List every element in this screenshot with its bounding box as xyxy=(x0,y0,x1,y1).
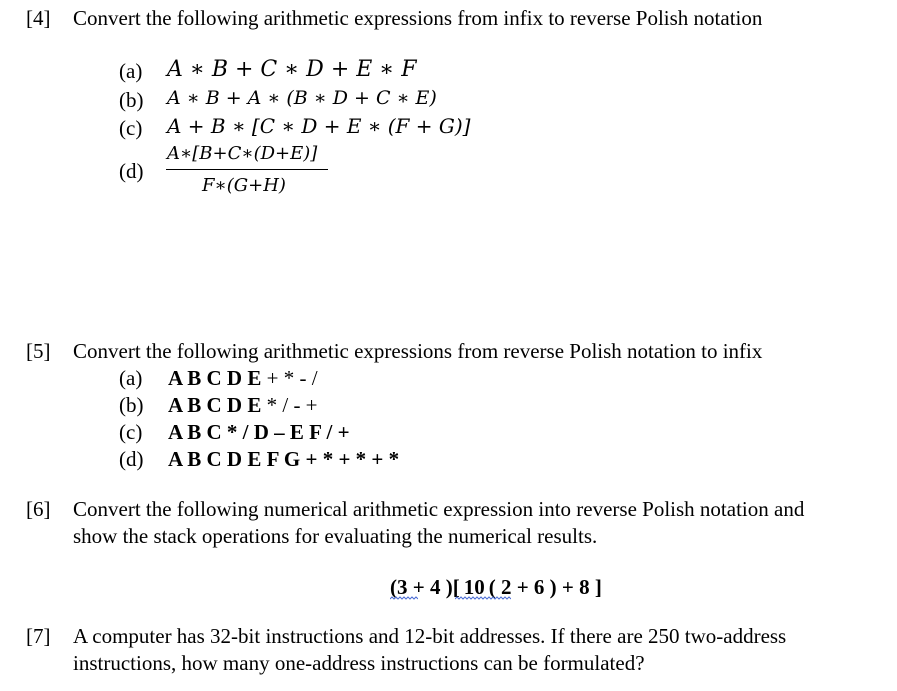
q5-item-c-expr: A B C * / D – E F / + xyxy=(168,420,350,444)
q6-expr-part1: (3 + 4 )[ xyxy=(390,575,460,599)
q4-item-b-expr: A ∗ B + A ∗ (B ∗ D + C ∗ E) xyxy=(167,87,437,109)
q6-expr-part3: ( 2 + 6 ) + 8 ] xyxy=(488,575,602,599)
q4-item-c-label: (c) xyxy=(119,116,143,140)
q4-item-a-label: (a) xyxy=(119,59,143,83)
q5-item-d-letters: A B C D E F G xyxy=(168,447,301,471)
q5-item-b-expr xyxy=(168,395,318,416)
q5-item-d-label: (d) xyxy=(119,447,144,471)
q4-item-a-expr: A ∗ B + C ∗ D + E ∗ F xyxy=(167,57,417,82)
q4-text: Convert the following arithmetic expressions from infix to reverse Polish notation xyxy=(73,6,763,30)
spellcheck-squiggle xyxy=(455,596,511,600)
fraction-bar xyxy=(166,169,328,170)
q7-line1: A computer has 32-bit instructions and 12-bit addresses. If there are 250 two-address xyxy=(73,624,787,648)
q5-item-a-expr xyxy=(168,368,318,389)
spellcheck-squiggle xyxy=(390,596,418,600)
q4-item-b-label: (b) xyxy=(119,88,144,112)
q5-item-b-label: (b) xyxy=(119,393,144,417)
q5-item-c-label: (c) xyxy=(119,420,143,444)
q4-item-d-numerator: A∗[B+C∗(D+E)] xyxy=(167,143,318,164)
q4-number: [4] xyxy=(26,6,51,30)
q5-item-a-letters: A B C D E xyxy=(168,366,262,390)
q6-expr-part2: 10 xyxy=(463,575,485,599)
q6-number: [6] xyxy=(26,497,51,521)
q7-number: [7] xyxy=(26,624,51,648)
q5-item-a-ops: + * - / xyxy=(266,366,318,390)
q4-item-d-denominator: F∗(G+H) xyxy=(202,175,286,196)
q5-item-d-ops: + * + * + * xyxy=(305,447,400,471)
q6-expression xyxy=(390,577,602,598)
q5-item-b-ops: * / - + xyxy=(266,393,318,417)
q5-item-a-label: (a) xyxy=(119,366,143,390)
q4-item-c-expr: A + B ∗ [C ∗ D + E ∗ (F + G)] xyxy=(167,114,471,138)
q5-item-b-letters: A B C D E xyxy=(168,393,262,417)
q4-item-d-label: (d) xyxy=(119,159,144,183)
q7-line2: instructions, how many one-address instructions can be formulated? xyxy=(73,651,645,675)
q5-item-d-expr xyxy=(168,449,399,470)
q6-line1: Convert the following numerical arithmetic expression into reverse Polish notation and xyxy=(73,497,805,521)
q5-text: Convert the following arithmetic expressions from reverse Polish notation to infix xyxy=(73,339,763,363)
q6-line2: show the stack operations for evaluating the numerical results. xyxy=(73,524,598,548)
q5-number: [5] xyxy=(26,339,51,363)
